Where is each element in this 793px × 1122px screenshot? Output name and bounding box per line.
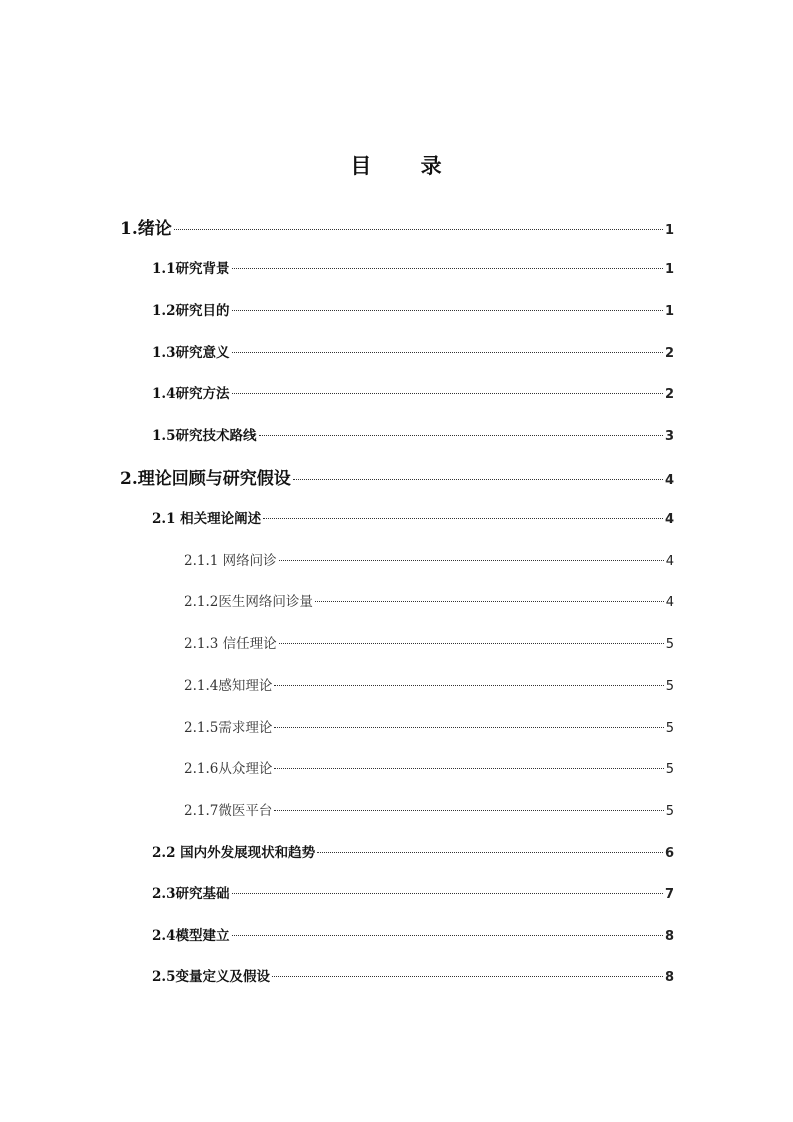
toc-dot-leader bbox=[279, 643, 664, 644]
toc-entry[interactable] bbox=[152, 882, 674, 902]
toc-entry-label: 2.理论回顾与研究假设 bbox=[120, 469, 291, 489]
toc-entry-page: 7 bbox=[664, 887, 674, 902]
toc-entry[interactable] bbox=[152, 924, 674, 944]
toc-entry-label: 2.3研究基础 bbox=[152, 886, 230, 902]
page-title-char-1: 目 bbox=[350, 153, 373, 178]
toc-entry-label: 2.5变量定义及假设 bbox=[152, 969, 270, 985]
toc-entry-page: 6 bbox=[664, 846, 674, 861]
page-title-char-2: 录 bbox=[420, 153, 443, 178]
toc-dot-leader bbox=[232, 935, 663, 936]
toc-dot-leader bbox=[272, 976, 663, 977]
toc-entry[interactable] bbox=[152, 257, 674, 277]
toc-entry[interactable] bbox=[184, 590, 674, 610]
toc-entry-page: 1 bbox=[664, 262, 674, 277]
toc-entry-page: 3 bbox=[664, 429, 674, 444]
toc-entry-page: 4 bbox=[665, 554, 674, 569]
toc-entry-page: 5 bbox=[665, 637, 674, 652]
toc-entry-page: 5 bbox=[665, 762, 674, 777]
toc-entry-page: 4 bbox=[665, 595, 674, 610]
toc-dot-leader bbox=[274, 810, 663, 811]
toc-dot-leader bbox=[174, 229, 663, 230]
toc-dot-leader bbox=[232, 893, 663, 894]
toc-dot-leader bbox=[274, 768, 663, 769]
toc-entry[interactable] bbox=[120, 464, 674, 489]
toc-entry-label: 1.4研究方法 bbox=[152, 386, 230, 402]
toc-entry-label: 1.2研究目的 bbox=[152, 303, 230, 319]
toc-dot-leader bbox=[315, 601, 664, 602]
toc-entry-page: 2 bbox=[664, 346, 674, 361]
toc-dot-leader bbox=[232, 352, 663, 353]
toc-dot-leader bbox=[274, 685, 663, 686]
toc-entry-label: 2.4模型建立 bbox=[152, 928, 230, 944]
toc-entry-label: 2.1.6从众理论 bbox=[184, 761, 273, 777]
toc-entry[interactable] bbox=[152, 965, 674, 985]
toc-entry-page: 8 bbox=[664, 970, 674, 985]
toc-dot-leader bbox=[232, 393, 663, 394]
toc-entry-page: 5 bbox=[665, 804, 674, 819]
toc-entry[interactable] bbox=[152, 507, 674, 527]
toc-entry[interactable] bbox=[184, 632, 674, 652]
toc-entry-label: 2.1.4感知理论 bbox=[184, 678, 273, 694]
toc-entry[interactable] bbox=[184, 674, 674, 694]
toc-dot-leader bbox=[259, 435, 663, 436]
toc-entry-label: 1.绪论 bbox=[120, 219, 172, 239]
toc-entry-page: 1 bbox=[664, 304, 674, 319]
toc-entry[interactable] bbox=[184, 549, 674, 569]
toc-dot-leader bbox=[279, 560, 664, 561]
toc-entry[interactable] bbox=[184, 716, 674, 736]
toc-dot-leader bbox=[232, 310, 663, 311]
toc-entry-page: 2 bbox=[664, 387, 674, 402]
toc-entry-page: 1 bbox=[664, 223, 674, 238]
toc-entry-page: 4 bbox=[664, 473, 674, 488]
toc-entry-label: 2.1.3 信任理论 bbox=[184, 636, 277, 652]
toc-entry[interactable] bbox=[120, 214, 674, 239]
toc-entry-page: 4 bbox=[664, 512, 674, 527]
toc-entry[interactable] bbox=[152, 299, 674, 319]
toc-entry-label: 1.1研究背景 bbox=[152, 261, 230, 277]
toc-entry-page: 8 bbox=[664, 929, 674, 944]
toc-entry[interactable] bbox=[152, 424, 674, 444]
toc-entry[interactable] bbox=[152, 341, 674, 361]
toc-entry-label: 2.1.1 网络问诊 bbox=[184, 553, 277, 569]
toc-entry-label: 1.3研究意义 bbox=[152, 345, 230, 361]
page-title bbox=[0, 150, 793, 180]
toc-entry[interactable] bbox=[152, 841, 674, 861]
toc-entry-label: 2.1.2医生网络问诊量 bbox=[184, 594, 313, 610]
toc-entry-label: 1.5研究技术路线 bbox=[152, 428, 257, 444]
toc-entry-label: 2.1.5需求理论 bbox=[184, 720, 273, 736]
toc-dot-leader bbox=[293, 479, 663, 480]
toc-entry-label: 2.1.7微医平台 bbox=[184, 803, 273, 819]
toc-entry-page: 5 bbox=[665, 721, 674, 736]
toc-entry[interactable] bbox=[184, 799, 674, 819]
toc-entry-page: 5 bbox=[665, 679, 674, 694]
toc-entry-label: 2.2 国内外发展现状和趋势 bbox=[152, 845, 316, 861]
toc-entry[interactable] bbox=[152, 382, 674, 402]
toc-entry[interactable] bbox=[184, 757, 674, 777]
toc-dot-leader bbox=[274, 727, 663, 728]
toc-dot-leader bbox=[232, 268, 663, 269]
toc-entry-label: 2.1 相关理论阐述 bbox=[152, 511, 262, 527]
toc-dot-leader bbox=[317, 852, 663, 853]
toc-dot-leader bbox=[263, 518, 663, 519]
